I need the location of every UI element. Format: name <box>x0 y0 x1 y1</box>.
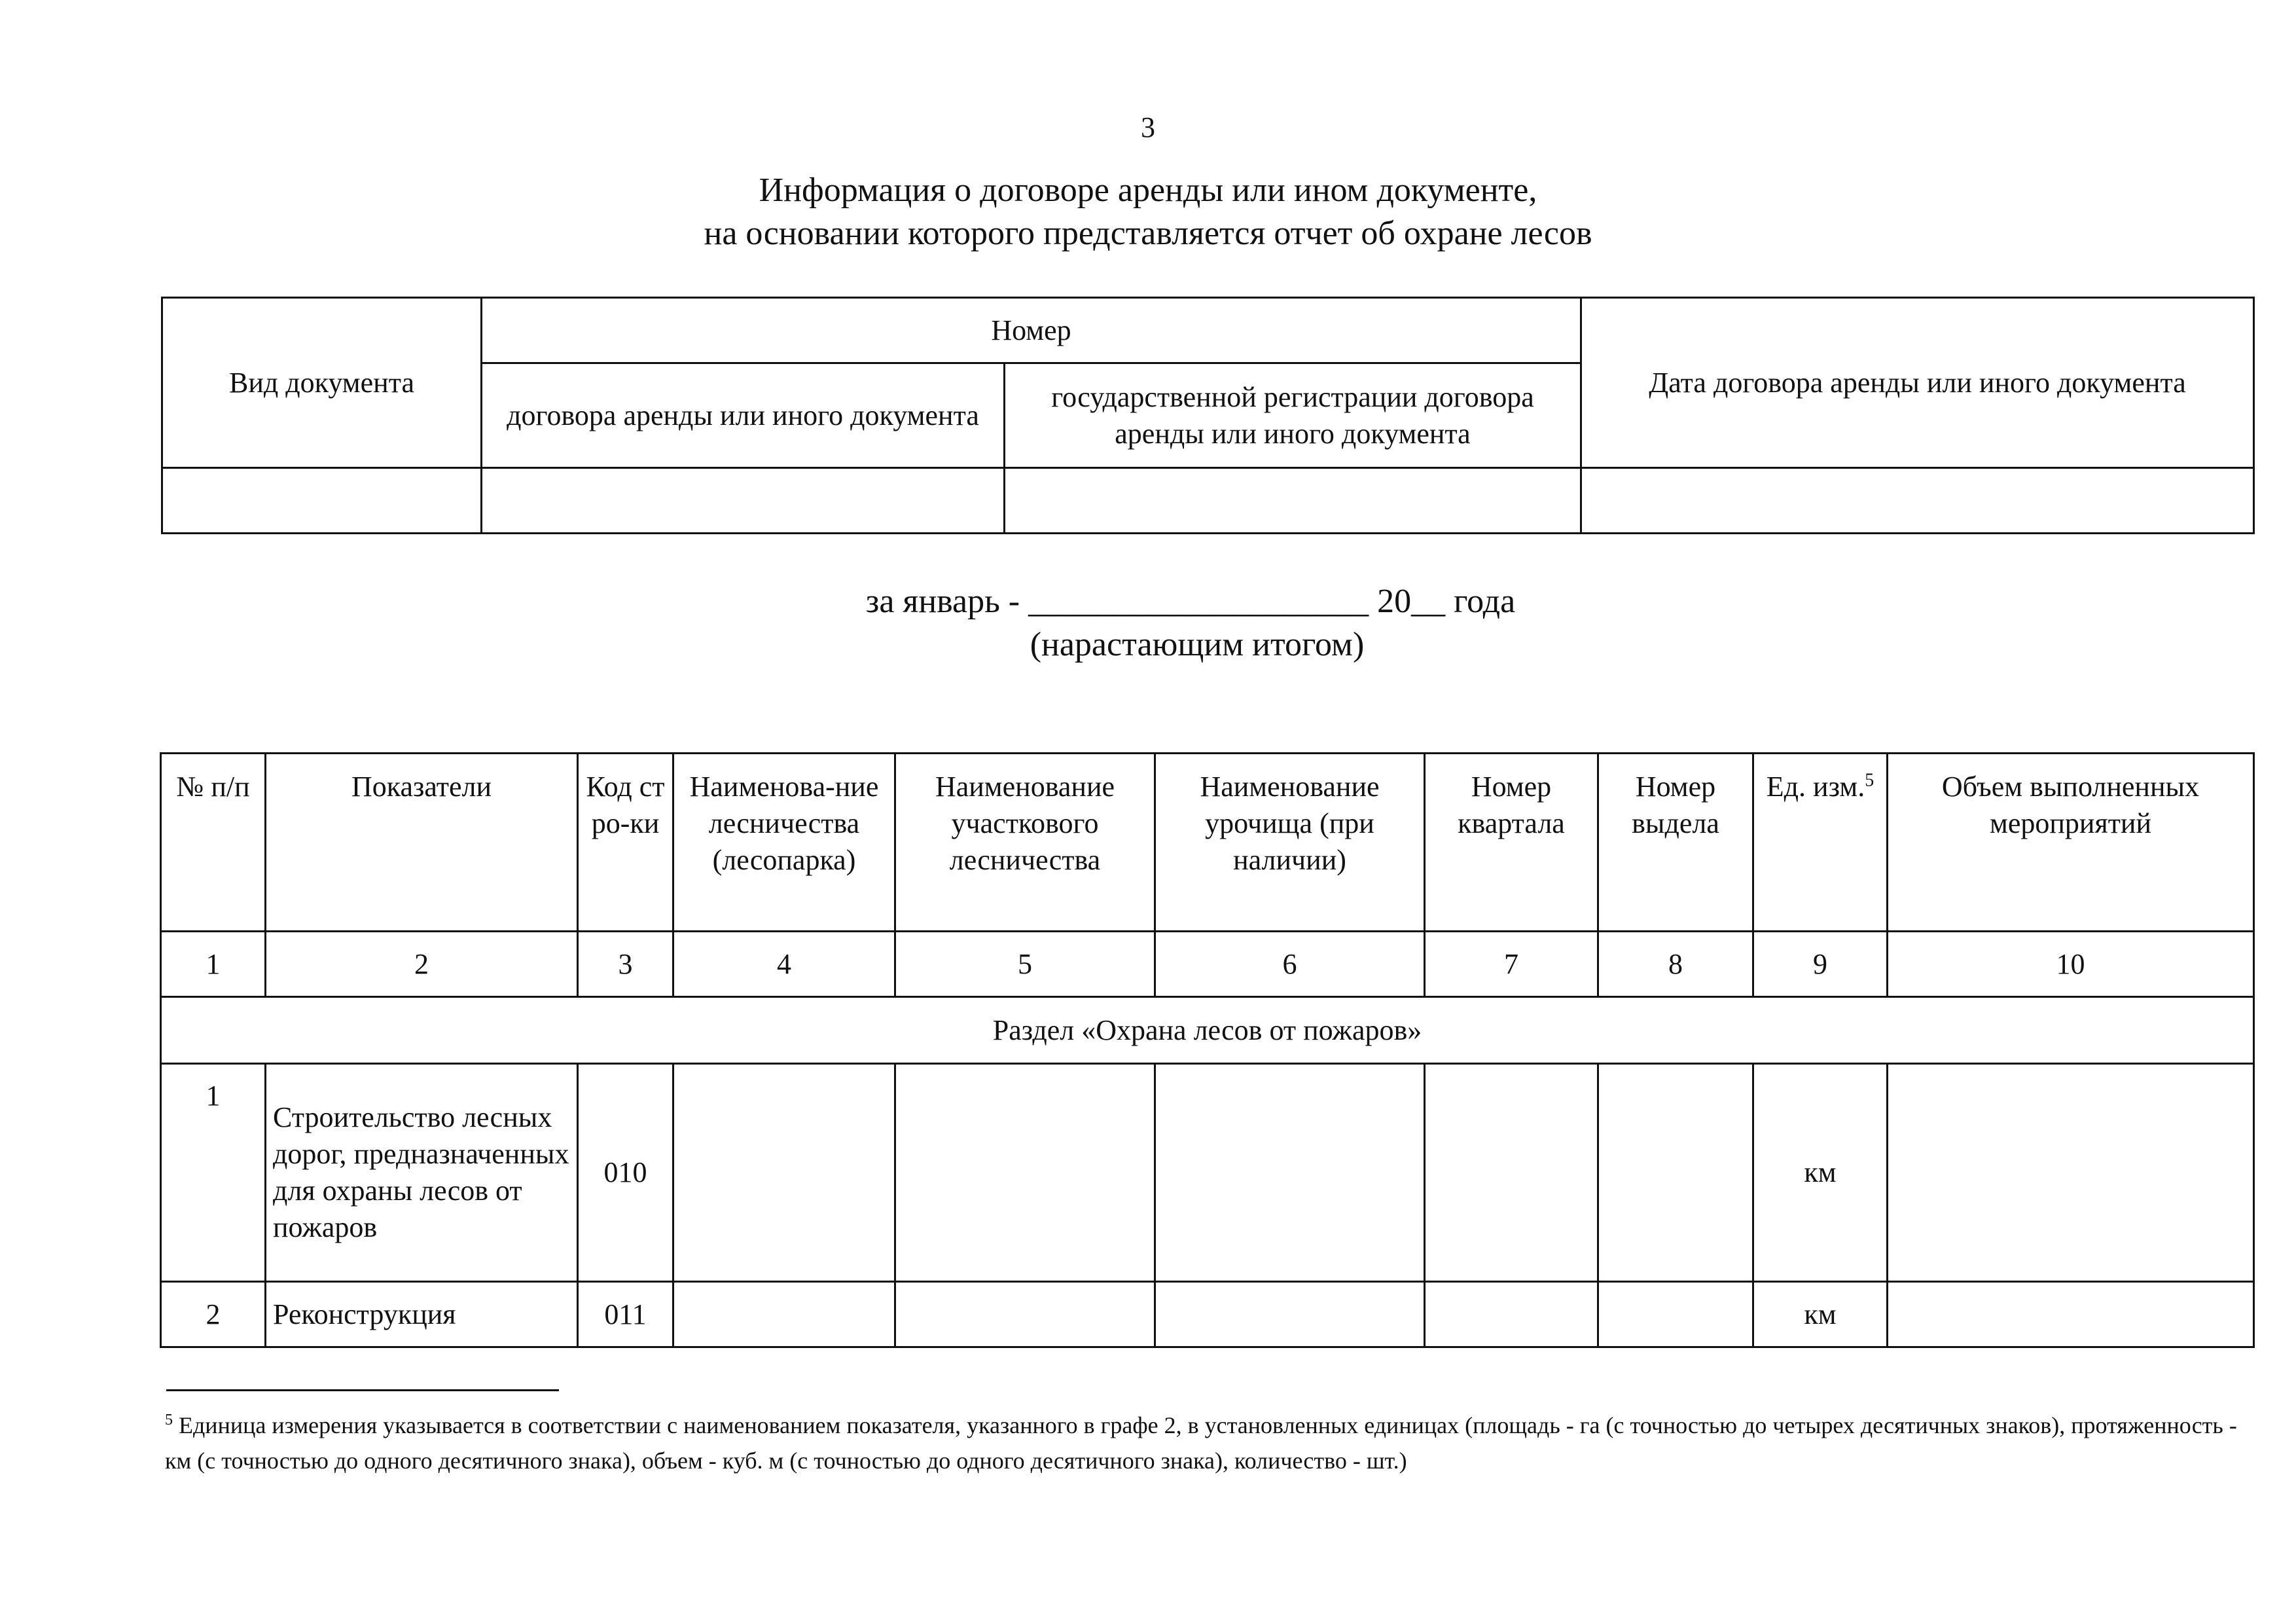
column-number: 7 <box>1425 932 1598 997</box>
footnote-mark: 5 <box>165 1412 173 1429</box>
row-num: 1 <box>161 1064 266 1282</box>
cell-contract-date[interactable] <box>1581 468 2254 534</box>
header-contract-number: договора аренды или иного документа <box>482 363 1005 468</box>
cell-allotment[interactable] <box>1598 1282 1753 1347</box>
footnote-divider <box>166 1389 559 1391</box>
section-title: Раздел «Охрана лесов от пожаров» <box>161 997 2254 1064</box>
row-indicator: Реконструкция <box>266 1282 578 1347</box>
cell-contract-number[interactable] <box>482 468 1005 534</box>
column-number: 1 <box>161 932 266 997</box>
header-allotment: Номер выдела <box>1598 754 1753 932</box>
row-code: 010 <box>578 1064 673 1282</box>
forest-protection-report-table <box>160 752 2255 1348</box>
page-number: 3 <box>1141 111 1155 143</box>
cell-volume[interactable] <box>1888 1282 2254 1347</box>
footnote-text: Единица измерения указывается в соответствии с наименованием показателя, указанного в графе 2, в установленных единицах (площадь - га (с точностью до четырех десятичных знаков), протяженность - км (с точностью до одного десятичного знака), объем - куб. м (с точностью до одного десятичного знака), количество - шт.) <box>165 1412 2237 1474</box>
cell-district-forestry[interactable] <box>895 1064 1155 1282</box>
column-number: 8 <box>1598 932 1753 997</box>
title-line-2: на основании которого представляется отчет об охране лесов <box>704 215 1592 252</box>
column-number: 9 <box>1753 932 1888 997</box>
cell-tract[interactable] <box>1155 1064 1425 1282</box>
header-registration-number: государственной регистрации договора аренды или иного документа <box>1005 363 1581 468</box>
header-forestry: Наименова-ние лесничества (лесопарка) <box>673 754 895 932</box>
row-indicator: Строительство лесных дорог, предназначенных для охраны лесов от пожаров <box>266 1064 578 1282</box>
cell-quarter[interactable] <box>1425 1282 1598 1347</box>
header-volume: Объем выполненных мероприятий <box>1888 754 2254 932</box>
header-indicators: Показатели <box>266 754 578 932</box>
header-num: № п/п <box>161 754 266 932</box>
cell-forestry[interactable] <box>673 1064 895 1282</box>
row-unit: км <box>1753 1282 1888 1347</box>
period-line-2: (нарастающим итогом) <box>1030 626 1365 663</box>
cell-document-type[interactable] <box>162 468 482 534</box>
cell-forestry[interactable] <box>673 1282 895 1347</box>
column-number: 6 <box>1155 932 1425 997</box>
cell-volume[interactable] <box>1888 1064 2254 1282</box>
footnote-reference: 5 <box>1865 770 1874 791</box>
cell-registration-number[interactable] <box>1005 468 1581 534</box>
footnote <box>165 1408 2253 1478</box>
header-unit-label: Ед. изм. <box>1766 771 1865 803</box>
column-number: 10 <box>1888 932 2254 997</box>
header-code: Код стро-ки <box>578 754 673 932</box>
cell-quarter[interactable] <box>1425 1064 1598 1282</box>
column-number: 4 <box>673 932 895 997</box>
column-number: 2 <box>266 932 578 997</box>
header-tract: Наименование урочища (при наличии) <box>1155 754 1425 932</box>
header-district-forestry: Наименование участкового лесничества <box>895 754 1155 932</box>
title-line-1: Информация о договоре аренды или ином документе, <box>759 172 1537 209</box>
column-number: 5 <box>895 932 1155 997</box>
cell-tract[interactable] <box>1155 1282 1425 1347</box>
row-num: 2 <box>161 1282 266 1347</box>
document-title <box>0 169 2296 255</box>
period-line-1: за январь - ____________________ 20__ года <box>865 583 1516 620</box>
cell-allotment[interactable] <box>1598 1064 1753 1282</box>
header-unit <box>1753 754 1888 932</box>
header-number: Номер <box>482 298 1581 363</box>
header-quarter: Номер квартала <box>1425 754 1598 932</box>
reporting-period <box>0 580 2296 666</box>
row-code: 011 <box>578 1282 673 1347</box>
column-number: 3 <box>578 932 673 997</box>
row-unit: км <box>1753 1064 1888 1282</box>
contract-info-table <box>161 297 2255 534</box>
header-contract-date: Дата договора аренды или иного документа <box>1581 298 2254 468</box>
header-document-type: Вид документа <box>162 298 482 468</box>
cell-district-forestry[interactable] <box>895 1282 1155 1347</box>
